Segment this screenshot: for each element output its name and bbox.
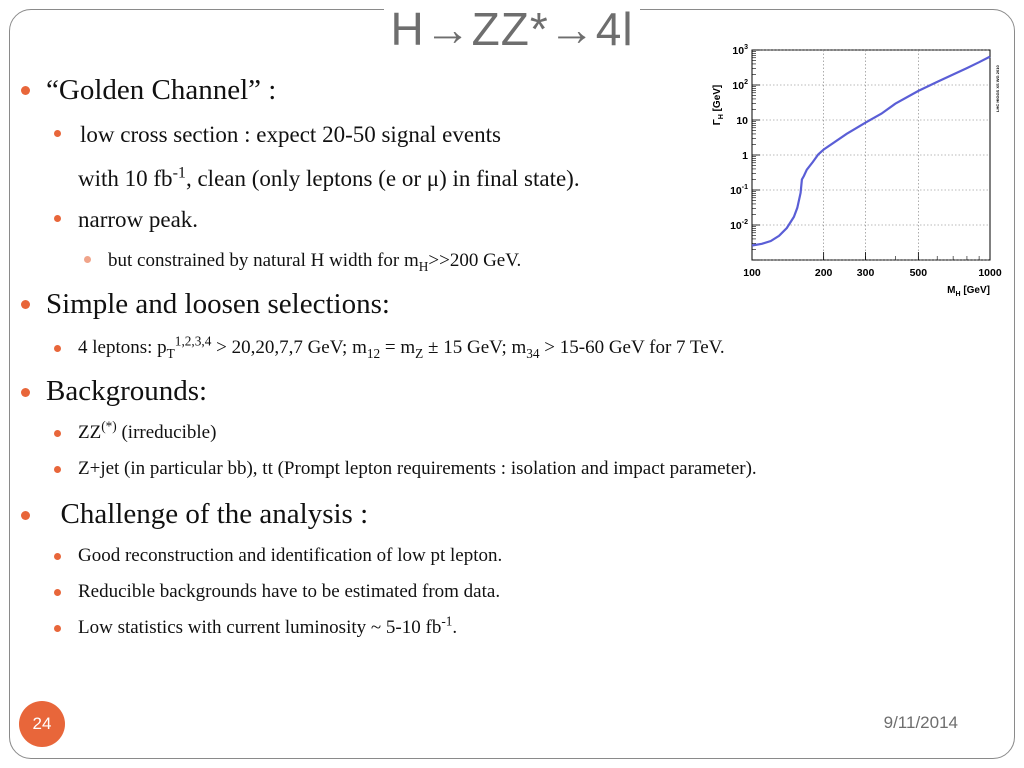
x-tick-label: 500 xyxy=(909,267,928,279)
chart-watermark: LHC HIGGS XS WG 2010 xyxy=(995,65,1000,112)
bullet-challenge: Challenge of the analysis : xyxy=(46,498,369,530)
bullet-dot xyxy=(54,430,61,437)
bullet-dot xyxy=(54,215,61,222)
bullet-golden-channel: “Golden Channel” : xyxy=(46,74,277,106)
x-axis-label: $M_H$ [GeV] xyxy=(947,285,990,298)
page-number-badge: 24 xyxy=(19,701,65,747)
bullet-dot xyxy=(54,345,61,352)
bullet-dot xyxy=(54,553,61,560)
bullet-low-statistics: Low statistics with current luminosity ~ 5-10 $fb^{-1}$. xyxy=(78,613,458,638)
bullet-reconstruction: Good reconstruction and identification of low pt lepton. xyxy=(78,545,503,566)
bullet-selections: Simple and loosen selections: xyxy=(46,288,390,320)
slide-date: 9/11/2014 xyxy=(883,713,958,732)
bullet-four-leptons: 4 leptons: $p_T^{1,2,3,4} > 20,20,7,7$ GeV; $m_{12} = m_Z \pm 15$ GeV; $m_{34} > 15-60$ GeV for 7 TeV. xyxy=(78,333,725,361)
bullet-cross-section: low cross section : expect 20-50 signal events xyxy=(80,122,501,147)
bullet-backgrounds: Backgrounds: xyxy=(46,375,208,407)
y-tick-label: 1 xyxy=(742,150,748,162)
higgs-width-chart xyxy=(700,40,1012,300)
bullet-natural-width: but constrained by natural H width for $m_H>>200$ GeV. xyxy=(108,250,522,274)
x-tick-label: 1000 xyxy=(978,267,1002,279)
x-tick-label: 300 xyxy=(856,267,875,279)
bullet-dot xyxy=(84,256,91,263)
y-axis-label: $\Gamma_H$ [GeV] xyxy=(712,84,725,126)
x-tick-labels xyxy=(743,267,1002,279)
x-tick-label: 200 xyxy=(814,267,833,279)
bullet-dot xyxy=(54,466,61,473)
y-tick-label: $10^{-1}$ xyxy=(730,184,748,197)
bullet-dot xyxy=(54,625,61,632)
bullet-dot xyxy=(21,300,30,309)
x-tick-label: 100 xyxy=(743,267,761,279)
bullet-reducible: Reducible backgrounds have to be estimated from data. xyxy=(78,581,501,602)
y-tick-label: $10^3$ xyxy=(732,44,748,57)
bullet-zz-irreducible: ZZ(*) (irreducible) xyxy=(78,418,217,443)
bullet-dot xyxy=(21,86,30,95)
y-tick-label: $10^2$ xyxy=(732,79,748,92)
bullet-zjet: Z+jet (in particular bb), tt (Prompt lepton requirements : isolation and impact parameter). xyxy=(78,458,757,479)
bullet-dot xyxy=(21,388,30,397)
slide-title: H→ZZ*→4l xyxy=(0,6,1024,52)
bullet-dot xyxy=(21,511,30,520)
bullet-dot xyxy=(54,130,61,137)
y-tick-labels xyxy=(730,44,748,232)
bullet-narrow-peak: narrow peak. xyxy=(78,207,199,232)
bullet-luminosity-line: with 10 $fb^{-1}$, clean (only leptons (e or μ) in final state). xyxy=(78,164,580,191)
y-tick-label: 10 xyxy=(736,115,748,127)
y-tick-label: $10^{-2}$ xyxy=(730,219,748,232)
bullet-dot xyxy=(54,589,61,596)
